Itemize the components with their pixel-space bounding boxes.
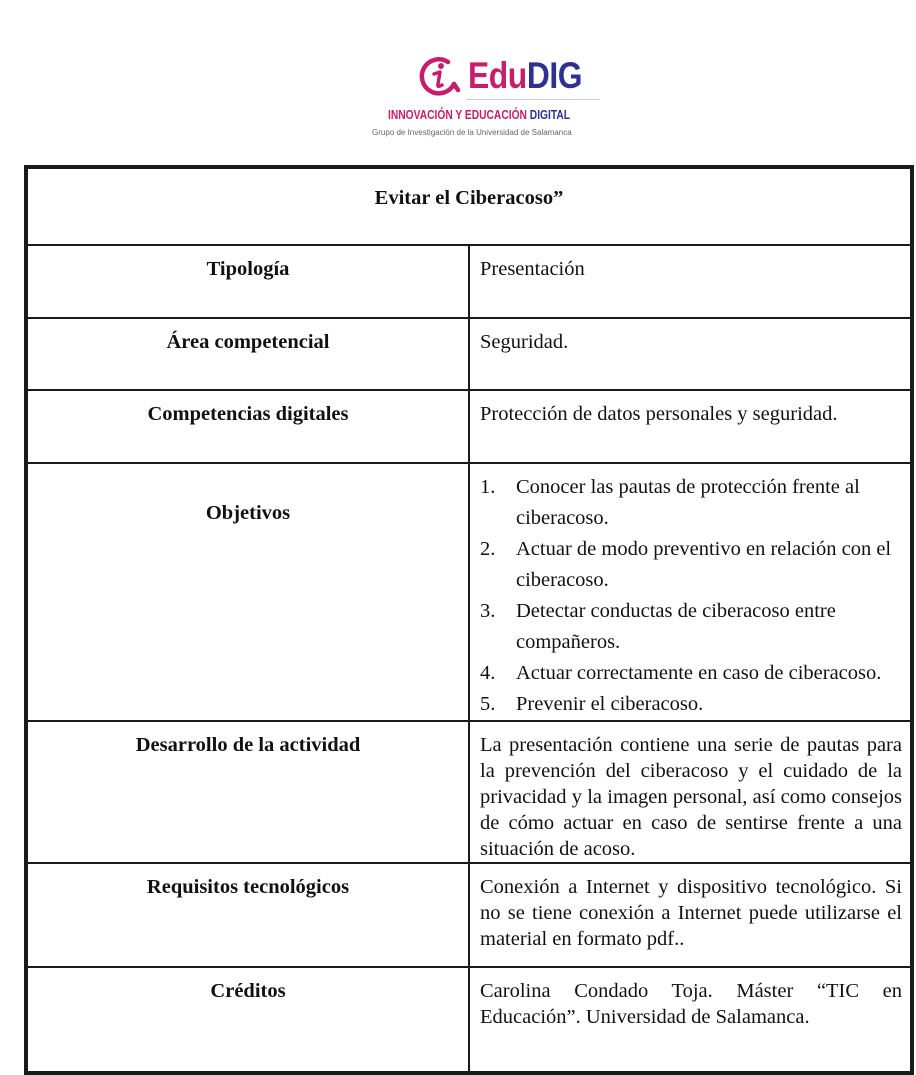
table-row bbox=[27, 463, 911, 721]
table-row bbox=[27, 967, 911, 1072]
table-row bbox=[27, 390, 911, 463]
row-value-requisitos: Conexión a Internet y dispositivo tecnológico. Si no se tiene conexión a Internet puede utilizarse el material en formato pdf.. bbox=[469, 863, 911, 967]
logo-subtitle-part1: INNOVACIÓN Y EDUCACIÓN bbox=[388, 108, 530, 122]
row-label-desarrollo: Desarrollo de la actividad bbox=[27, 721, 469, 863]
logo-brand bbox=[418, 50, 601, 102]
logo-brand-suffix: DIG bbox=[526, 55, 583, 96]
row-value-area: Seguridad. bbox=[469, 318, 911, 390]
row-label-requisitos: Requisitos tecnológicos bbox=[27, 863, 469, 967]
list-number: 1. bbox=[480, 476, 496, 498]
table-row bbox=[27, 318, 911, 390]
list-number: 5. bbox=[480, 693, 496, 715]
row-value-tipologia: Presentación bbox=[469, 245, 911, 318]
list-text: Actuar correctamente en caso de ciberacoso. bbox=[516, 662, 882, 684]
edudig-logo bbox=[370, 48, 610, 148]
logo-divider bbox=[466, 99, 600, 100]
list-item bbox=[480, 689, 902, 720]
list-item bbox=[480, 472, 902, 534]
list-item bbox=[480, 596, 902, 658]
list-text: Detectar conductas de ciberacoso entre compañeros. bbox=[516, 600, 836, 653]
list-text: Conocer las pautas de protección frente al ciberacoso. bbox=[516, 476, 860, 529]
info-i-circle-icon bbox=[418, 54, 462, 98]
list-item bbox=[480, 658, 902, 689]
list-number: 3. bbox=[480, 600, 496, 622]
list-number: 4. bbox=[480, 662, 496, 684]
activity-table bbox=[24, 165, 914, 1075]
objectives-list-cell bbox=[469, 463, 911, 721]
logo-wordmark bbox=[468, 54, 582, 98]
objectives-list bbox=[480, 472, 902, 720]
list-number: 2. bbox=[480, 538, 496, 560]
table-row bbox=[27, 863, 911, 967]
logo-subtitle bbox=[388, 108, 577, 122]
table-row bbox=[27, 245, 911, 318]
row-value-competencias: Protección de datos personales y seguridad. bbox=[469, 390, 911, 463]
table-title: Evitar el Ciberacoso” bbox=[27, 168, 911, 245]
row-label-competencias: Competencias digitales bbox=[27, 390, 469, 463]
row-label-tipologia: Tipología bbox=[27, 245, 469, 318]
row-value-creditos: Carolina Condado Toja. Máster “TIC en Educación”. Universidad de Salamanca. bbox=[469, 967, 911, 1072]
row-label-objetivos: Objetivos bbox=[27, 463, 469, 721]
list-item bbox=[480, 534, 902, 596]
row-value-desarrollo: La presentación contiene una serie de pautas para la prevención del ciberacoso y el cuidado de la privacidad y la imagen personal, así como consejos de cómo actuar en caso de sentirse frente a una situación de acoso. bbox=[469, 721, 911, 863]
logo-brand-prefix: Edu bbox=[468, 55, 527, 96]
row-label-creditos: Créditos bbox=[27, 967, 469, 1072]
table-title-row bbox=[27, 168, 911, 245]
list-text: Actuar de modo preventivo en relación con el ciberacoso. bbox=[516, 538, 892, 591]
row-label-area: Área competencial bbox=[27, 318, 469, 390]
logo-tagline: Grupo de Investigación de la Universidad de Salamanca bbox=[372, 128, 572, 137]
table-row bbox=[27, 721, 911, 863]
logo-subtitle-part2: DIGITAL bbox=[529, 108, 571, 122]
list-text: Prevenir el ciberacoso. bbox=[516, 693, 704, 715]
